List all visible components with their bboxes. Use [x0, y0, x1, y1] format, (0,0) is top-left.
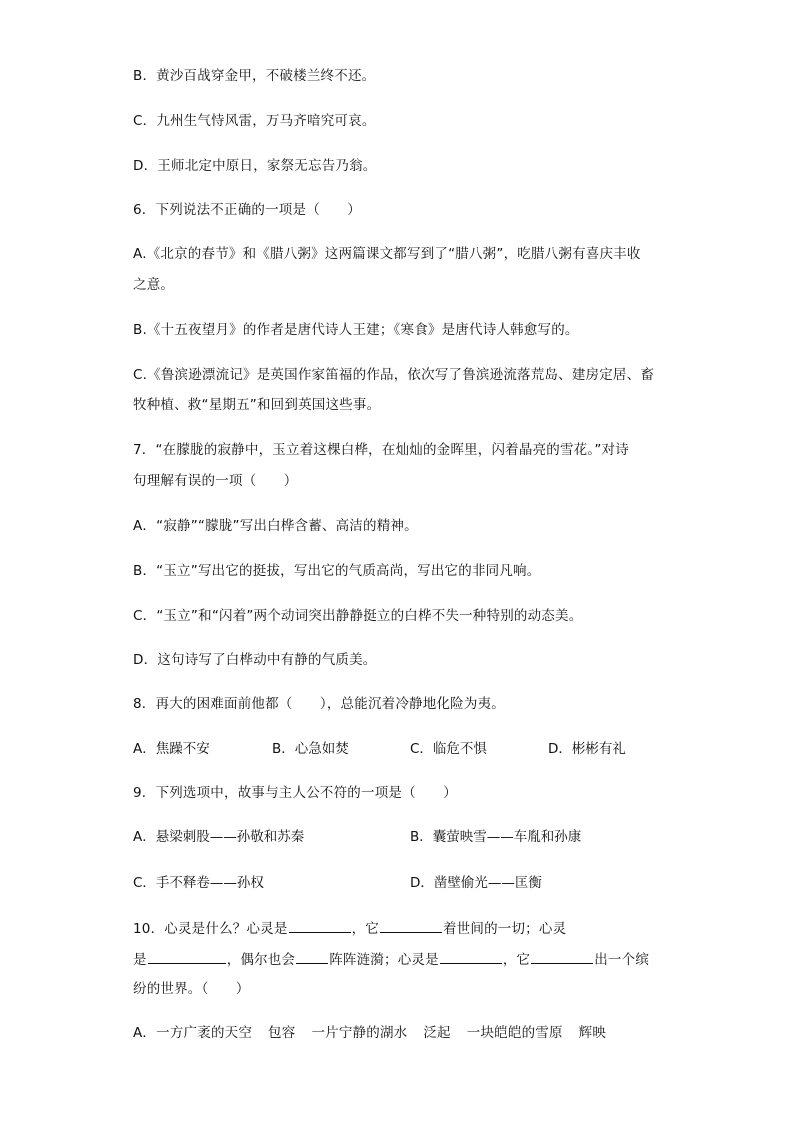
q6-option-c-line2: 牧种植、救“星期五”和回到英国这些事。 — [133, 397, 381, 413]
q9-option-c: C．手不释卷——孙权 — [133, 875, 264, 891]
q10-option-a-word4: 泛起 — [423, 1025, 451, 1041]
q7-option-d: D．这句诗写了白桦动中有静的气质美。 — [133, 652, 377, 668]
q10-option-a-word1: 一方广袤的天空 — [156, 1025, 253, 1041]
q10-text-2b: ，偶尔也会 — [226, 952, 296, 968]
q10-text-1a: 10．心灵是什么？心灵是 — [133, 921, 288, 937]
q10-option-a-prefix: A． — [133, 1025, 157, 1041]
q7-option-c: C．“玉立”和“闪着”两个动词突出静静挺立的白桦不失一种特别的动态美。 — [133, 608, 583, 624]
q9-option-b: B．囊萤映雪——车胤和孙康 — [410, 829, 582, 845]
q9-option-a: A．悬梁刺股——孙敬和苏秦 — [133, 829, 305, 845]
q7-option-a: A．“寂静”“朦胧”写出白桦含蓄、高洁的精神。 — [133, 518, 418, 534]
q5-option-b: B．黄沙百战穿金甲，不破楼兰终不还。 — [133, 68, 376, 84]
q5-option-c: C．九州生气恃风雷，万马齐喑究可哀。 — [133, 113, 376, 129]
q10-option-a-word6: 辉映 — [578, 1025, 607, 1041]
q8-option-c: C．临危不惧 — [410, 741, 487, 757]
q10-text-1b: ，它 — [351, 921, 379, 937]
q10-blank-4 — [296, 949, 328, 964]
q8-option-b: B．心急如焚 — [272, 741, 349, 757]
q8-stem: 8．再大的困难面前他都（ ），总能沉着冷静地化险为夷。 — [133, 696, 505, 712]
q10-text-2a: 是 — [133, 952, 147, 968]
q7-stem-line2: 句理解有误的一项（ ） — [133, 473, 298, 489]
q10-option-a-word3: 一片宁静的湖水 — [311, 1025, 408, 1041]
q7-option-b: B．“玉立”写出它的挺拔，写出它的气质高尚，写出它的非同凡响。 — [133, 563, 541, 579]
q7-stem-line1: 7．“在朦胧的寂静中，玉立着这棵白桦，在灿灿的金晖里，闪着晶亮的雪花。”对诗 — [133, 442, 629, 458]
q6-option-a-line1: A.《北京的春节》和《腊八粥》这两篇课文都写到了“腊八粥”，吃腊八粥有喜庆丰收 — [133, 246, 641, 262]
q10-blank-2 — [380, 918, 442, 933]
q10-text-1c: 着世间的一切；心灵 — [442, 921, 567, 937]
q10-option-a-word2: 包容 — [268, 1025, 296, 1041]
q6-option-b: B.《十五夜望月》的作者是唐代诗人王建；《寒食》是唐代诗人韩愈写的。 — [133, 322, 579, 338]
q10-text-2d: ，它 — [502, 952, 531, 968]
q6-option-c-line1: C.《鲁滨逊漂流记》是英国作家笛福的作品，依次写了鲁滨逊流落荒岛、建房定居、畜 — [133, 367, 655, 383]
q10-option-a — [133, 1024, 606, 1042]
q10-blank-1 — [289, 918, 351, 933]
q8-option-d: D．彬彬有礼 — [548, 741, 626, 757]
q6-option-a-line2: 之意。 — [133, 277, 175, 293]
q10-blank-3 — [148, 949, 226, 964]
q8-option-a: A．焦躁不安 — [133, 741, 210, 757]
q10-blank-5 — [440, 949, 502, 964]
q9-stem: 9．下列选项中，故事与主人公不符的一项是（ ） — [133, 785, 457, 801]
q9-option-d: D．凿壁偷光——匡衡 — [410, 875, 542, 891]
q10-stem-line3: 纷的世界。（ ） — [133, 981, 250, 997]
q10-stem-line2 — [133, 949, 649, 969]
q10-option-a-word5: 一块皑皑的雪原 — [466, 1025, 563, 1041]
q10-text-2c: 阵阵涟漪；心灵是 — [329, 952, 439, 968]
q10-blank-6 — [531, 949, 593, 964]
q6-stem: 6．下列说法不正确的一项是（ ） — [133, 202, 361, 218]
q10-text-2e: 出一个缤 — [594, 952, 650, 968]
q5-option-d: D．王师北定中原日，家祭无忘告乃翁。 — [133, 158, 377, 174]
q10-stem-line1 — [133, 918, 566, 938]
